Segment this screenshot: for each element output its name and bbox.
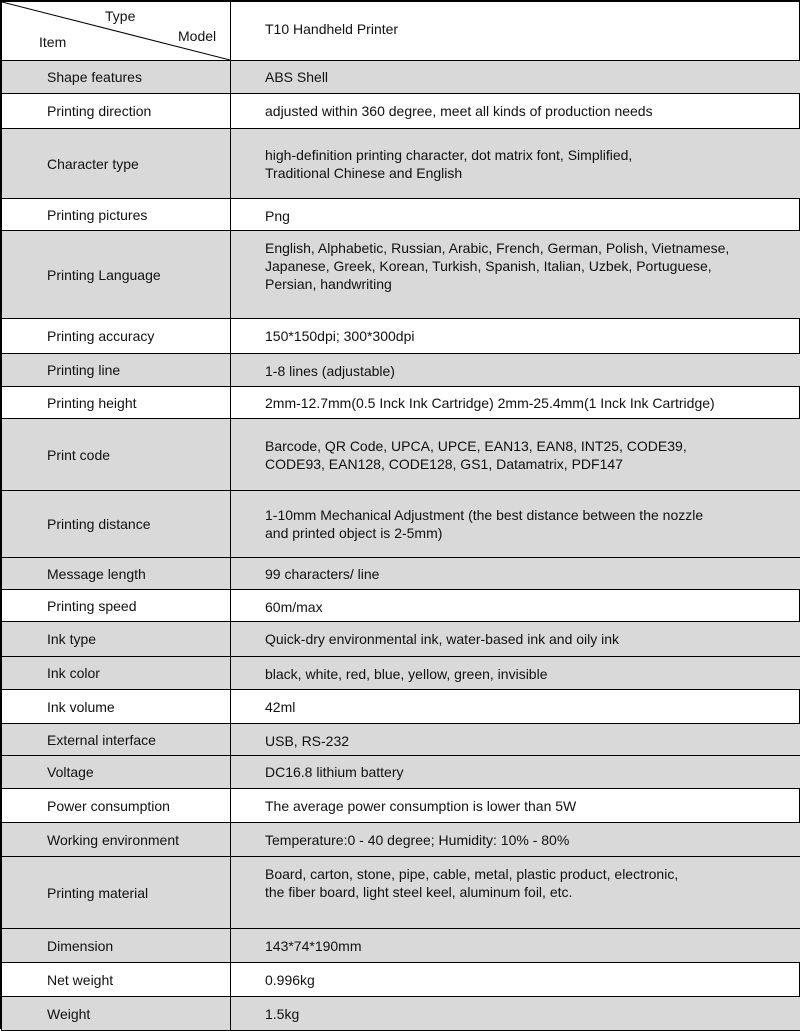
value-line: Persian, handwriting xyxy=(265,275,800,293)
table-row xyxy=(2,231,800,319)
item-name: Working environment xyxy=(2,823,231,857)
table-row xyxy=(2,94,800,129)
table-row xyxy=(2,590,800,622)
value-line: 143*74*190mm xyxy=(265,937,800,955)
item-value xyxy=(231,387,800,419)
table-row xyxy=(2,199,800,231)
item-name: Printing height xyxy=(2,387,231,419)
product-name: T10 Handheld Printer xyxy=(231,2,800,61)
item-value xyxy=(231,997,800,1031)
table-row xyxy=(2,354,800,387)
item-name: Printing distance xyxy=(2,491,231,558)
item-value xyxy=(231,724,800,756)
value-line: Traditional Chinese and English xyxy=(265,164,800,182)
item-name: Printing line xyxy=(2,354,231,387)
item-value xyxy=(231,354,800,387)
item-value xyxy=(231,558,800,590)
item-value xyxy=(231,657,800,690)
value-line: 42ml xyxy=(265,698,800,716)
item-name: Dimension xyxy=(2,929,231,963)
model-label: Model xyxy=(178,27,216,45)
item-name: Printing Language xyxy=(2,231,231,319)
table-row xyxy=(2,756,800,789)
value-line: DC16.8 lithium battery xyxy=(265,763,800,781)
value-line: Japanese, Greek, Korean, Turkish, Spanish, Italian, Uzbek, Portuguese, xyxy=(265,257,800,275)
item-name: Print code xyxy=(2,419,231,491)
item-name: Printing accuracy xyxy=(2,319,231,354)
value-line: the fiber board, light steel keel, aluminum foil, etc. xyxy=(265,883,800,901)
item-value xyxy=(231,929,800,963)
table-row xyxy=(2,61,800,94)
value-line: ABS Shell xyxy=(265,68,800,86)
table-row xyxy=(2,657,800,690)
value-line: 1-10mm Mechanical Adjustment (the best distance between the nozzle xyxy=(265,506,800,524)
item-value xyxy=(231,129,800,199)
item-label: Item xyxy=(39,33,66,51)
item-value xyxy=(231,690,800,724)
value-line: high-definition printing character, dot matrix font, Simplified, xyxy=(265,146,800,164)
value-line: Temperature:0 - 40 degree; Humidity: 10% - 80% xyxy=(265,831,800,849)
item-value xyxy=(231,963,800,997)
item-name: Printing direction xyxy=(2,94,231,129)
value-line: 60m/max xyxy=(265,598,800,616)
value-line: Barcode, QR Code, UPCA, UPCE, EAN13, EAN8, INT25, CODE39, xyxy=(265,437,800,455)
item-value xyxy=(231,756,800,789)
item-name: Ink color xyxy=(2,657,231,690)
item-value xyxy=(231,491,800,558)
table-row xyxy=(2,319,800,354)
table-row xyxy=(2,789,800,823)
item-name: External interface xyxy=(2,724,231,756)
value-line: adjusted within 360 degree, meet all kinds of production needs xyxy=(265,102,800,120)
type-label: Type xyxy=(105,7,135,25)
item-value xyxy=(231,789,800,823)
value-line: Quick-dry environmental ink, water-based ink and oily ink xyxy=(265,630,800,648)
table-row xyxy=(2,491,800,558)
table-row xyxy=(2,690,800,724)
item-name: Printing speed xyxy=(2,590,231,622)
value-line: USB, RS-232 xyxy=(265,732,800,750)
value-line: The average power consumption is lower than 5W xyxy=(265,797,800,815)
item-name: Voltage xyxy=(2,756,231,789)
value-line: 0.996kg xyxy=(265,971,800,989)
table-row xyxy=(2,823,800,857)
value-line: 150*150dpi; 300*300dpi xyxy=(265,327,800,345)
item-value xyxy=(231,199,800,231)
header-row xyxy=(2,2,800,61)
item-value xyxy=(231,61,800,94)
item-name: Shape features xyxy=(2,61,231,94)
item-name: Weight xyxy=(2,997,231,1031)
item-name: Message length xyxy=(2,558,231,590)
item-name: Ink volume xyxy=(2,690,231,724)
header-corner-cell xyxy=(2,2,231,61)
table-row xyxy=(2,387,800,419)
item-name: Printing material xyxy=(2,857,231,929)
item-value xyxy=(231,857,800,929)
value-line: CODE93, EAN128, CODE128, GS1, Datamatrix, PDF147 xyxy=(265,455,800,473)
spec-table xyxy=(1,1,800,1031)
value-line: Png xyxy=(265,207,800,225)
value-line: English, Alphabetic, Russian, Arabic, French, German, Polish, Vietnamese, xyxy=(265,239,800,257)
table-row xyxy=(2,419,800,491)
table-row xyxy=(2,622,800,657)
value-line: 2mm-12.7mm(0.5 Inck Ink Cartridge) 2mm-25.4mm(1 Inck Ink Cartridge) xyxy=(265,394,800,412)
value-line: Board, carton, stone, pipe, cable, metal, plastic product, electronic, xyxy=(265,865,800,883)
value-line: 1-8 lines (adjustable) xyxy=(265,362,800,380)
item-value xyxy=(231,419,800,491)
item-name: Character type xyxy=(2,129,231,199)
table-row xyxy=(2,857,800,929)
table-row xyxy=(2,997,800,1031)
value-line: 1.5kg xyxy=(265,1005,800,1023)
item-value xyxy=(231,590,800,622)
value-line: black, white, red, blue, yellow, green, invisible xyxy=(265,665,800,683)
item-value xyxy=(231,319,800,354)
table-row xyxy=(2,963,800,997)
item-name: Net weight xyxy=(2,963,231,997)
item-name: Printing pictures xyxy=(2,199,231,231)
table-row xyxy=(2,129,800,199)
table-row xyxy=(2,724,800,756)
table-row xyxy=(2,929,800,963)
item-value xyxy=(231,231,800,319)
spec-rows xyxy=(2,61,800,1031)
item-value xyxy=(231,622,800,657)
item-name: Power consumption xyxy=(2,789,231,823)
value-line: and printed object is 2-5mm) xyxy=(265,524,800,542)
item-name: Ink type xyxy=(2,622,231,657)
item-value xyxy=(231,823,800,857)
value-line: 99 characters/ line xyxy=(265,565,800,583)
table-row xyxy=(2,558,800,590)
item-value xyxy=(231,94,800,129)
